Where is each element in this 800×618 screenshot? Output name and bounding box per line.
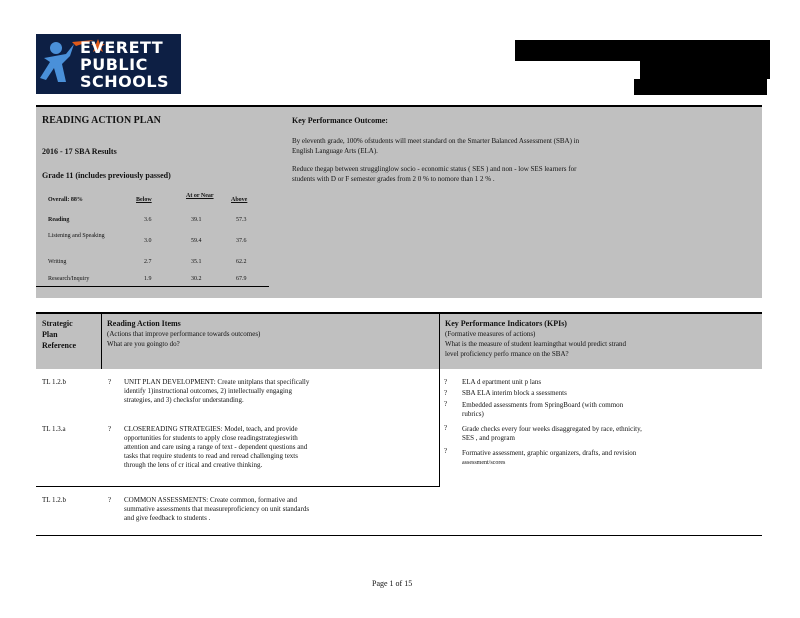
kpi1-line-1: ELA d epartment unit p lans — [462, 378, 542, 386]
table-header-above: Above — [231, 197, 248, 203]
redaction-bar-mid — [640, 61, 770, 79]
logo-line-1: EVERETT — [80, 38, 164, 57]
row1-line-2: identify 1)instructional outcomes, 2) intellectually engaging — [124, 387, 292, 395]
sba-results-heading: 2016 - 17 SBA Results — [42, 147, 117, 156]
header-top-rule — [36, 312, 762, 314]
kpi2-line-1: SBA ELA interim block a ssessments — [462, 389, 567, 397]
logo-line-3: SCHOOLS — [80, 72, 170, 91]
kpi3-line-1: Embedded assessments from SpringBoard (with common — [462, 401, 624, 409]
row2-ref: TL 1.3.a — [42, 425, 66, 433]
kpi5-line-2: assessment/scores — [462, 460, 506, 466]
kpi1-bullet: ? — [444, 378, 448, 386]
grade-heading: Grade 11 (includes previously passed) — [42, 171, 171, 180]
row-research-below: 1.9 — [144, 276, 152, 282]
kpi3-line-2: rubrics) — [462, 410, 484, 418]
row2-line-2: opportunities for students to apply close readingstrategieswith — [124, 434, 298, 442]
row-listening-below: 3.0 — [144, 238, 152, 244]
table-header-overall: Overall: 88% — [48, 197, 83, 203]
row3-line-1: COMMON ASSESSMENTS: Create common, formative and — [124, 496, 298, 504]
row3-line-3: and give feedback to students . — [124, 514, 211, 522]
col2-title: Reading Action Items — [107, 319, 181, 328]
row-writing-above: 62.2 — [236, 259, 247, 265]
row2-bullet: ? — [108, 425, 112, 433]
district-logo — [36, 34, 181, 94]
row1-line-3: strategies, and 3) checksfor understanding. — [124, 396, 244, 404]
table-header-below: Below — [136, 197, 152, 203]
col1-line-3: Reference — [42, 341, 77, 350]
action-plan-header — [36, 312, 762, 369]
row1-ref: TL 1.2.b — [42, 378, 67, 386]
row-writing-below: 2.7 — [144, 259, 152, 265]
row-listening-above: 37.6 — [236, 238, 247, 244]
row-reading-below: 3.6 — [144, 217, 152, 223]
row-writing-near: 35.1 — [191, 259, 202, 265]
row2-line-5: through the lens of cr itical and creative thinking. — [124, 461, 263, 469]
kpi4-line-1: Grade checks every four weeks disaggregated by race, ethnicity, — [462, 425, 642, 433]
row-reading-above: 57.3 — [236, 217, 247, 223]
redaction-bar-bottom — [634, 79, 767, 95]
col2-sub-1: (Actions that improve performance towards outcomes) — [107, 330, 261, 338]
row3-bullet: ? — [108, 496, 112, 504]
row2-line-4: tasks that require students to read and reread challenging texts — [124, 452, 298, 460]
kpi5-bullet: ? — [444, 447, 448, 455]
table-bottom-rule — [36, 286, 269, 287]
kpi3-bullet: ? — [444, 400, 448, 408]
page-number: Page 1 of 15 — [372, 579, 413, 588]
col3-sub-2: What is the measure of student learningthat would predict strand — [445, 340, 626, 348]
redaction-bar-top — [515, 40, 770, 61]
col1-line-2: Plan — [42, 330, 58, 339]
kpo-line-1a: By eleventh grade, 100% ofstudents will meet standard on the Smarter Balanced Assessment (SBA) in — [292, 137, 580, 145]
row-label-listening: Listening and Speaking — [48, 233, 105, 239]
action-rows — [36, 369, 762, 539]
col1-line-1: Strategic — [42, 319, 73, 328]
row-label-writing: Writing — [48, 259, 67, 265]
col3-title: Key Performance Indicators (KPIs) — [445, 319, 567, 328]
row-research-near: 30.2 — [191, 276, 202, 282]
kpi4-line-2: SES , and program — [462, 434, 515, 442]
row3-ref: TL 1.2.b — [42, 496, 67, 504]
top-rule — [36, 105, 762, 107]
col3-sub-1: (Formative measures of actions) — [445, 330, 536, 338]
row2-line-1: CLOSEREADING STRATEGIES: Model, teach, and provide — [124, 425, 298, 433]
bottom-rule — [36, 535, 762, 536]
row-label-research: Research/Inquiry — [48, 276, 90, 282]
header-col-divider-2 — [439, 314, 440, 369]
kpo-line-2b: students with D or F semester grades from 2 0 % to nomore than 1 2 % . — [292, 175, 495, 183]
plan-title: READING ACTION PLAN — [42, 115, 161, 126]
kpi-col-divider — [439, 369, 440, 487]
row1-bullet: ? — [108, 378, 112, 386]
col2-sub-2: What are you goingto do? — [107, 340, 180, 348]
row-divider — [36, 486, 439, 487]
row-reading-near: 39.1 — [191, 217, 202, 223]
row-listening-near: 59.4 — [191, 238, 202, 244]
header-col-divider-1 — [101, 314, 102, 369]
plan-summary-panel — [36, 105, 762, 298]
kpi4-bullet: ? — [444, 424, 448, 432]
kpo-line-2a: Reduce thegap between strugglinglow socio - economic status ( SES ) and non - low SES learners for — [292, 165, 577, 173]
kpi5-line-1: Formative assessment, graphic organizers, drafts, and revision — [462, 449, 637, 457]
table-header-near: At or Near — [186, 193, 214, 199]
kpo-title: Key Performance Outcome: — [292, 116, 388, 125]
kpo-line-1b: English Language Arts (ELA). — [292, 147, 378, 155]
kpi2-bullet: ? — [444, 389, 448, 397]
row-label-reading: Reading — [48, 217, 70, 223]
row3-line-2: summative assessments that measureproficiency on unit standards — [124, 505, 310, 513]
row-research-above: 67.9 — [236, 276, 247, 282]
col3-sub-3: level proficiency perfo rmance on the SBA? — [445, 350, 569, 358]
logo-line-2: PUBLIC — [80, 55, 148, 74]
row1-line-1: UNIT PLAN DEVELOPMENT: Create unitplans that specifically — [124, 378, 310, 386]
row2-line-3: attention and care using a range of text - dependent questions and — [124, 443, 308, 451]
